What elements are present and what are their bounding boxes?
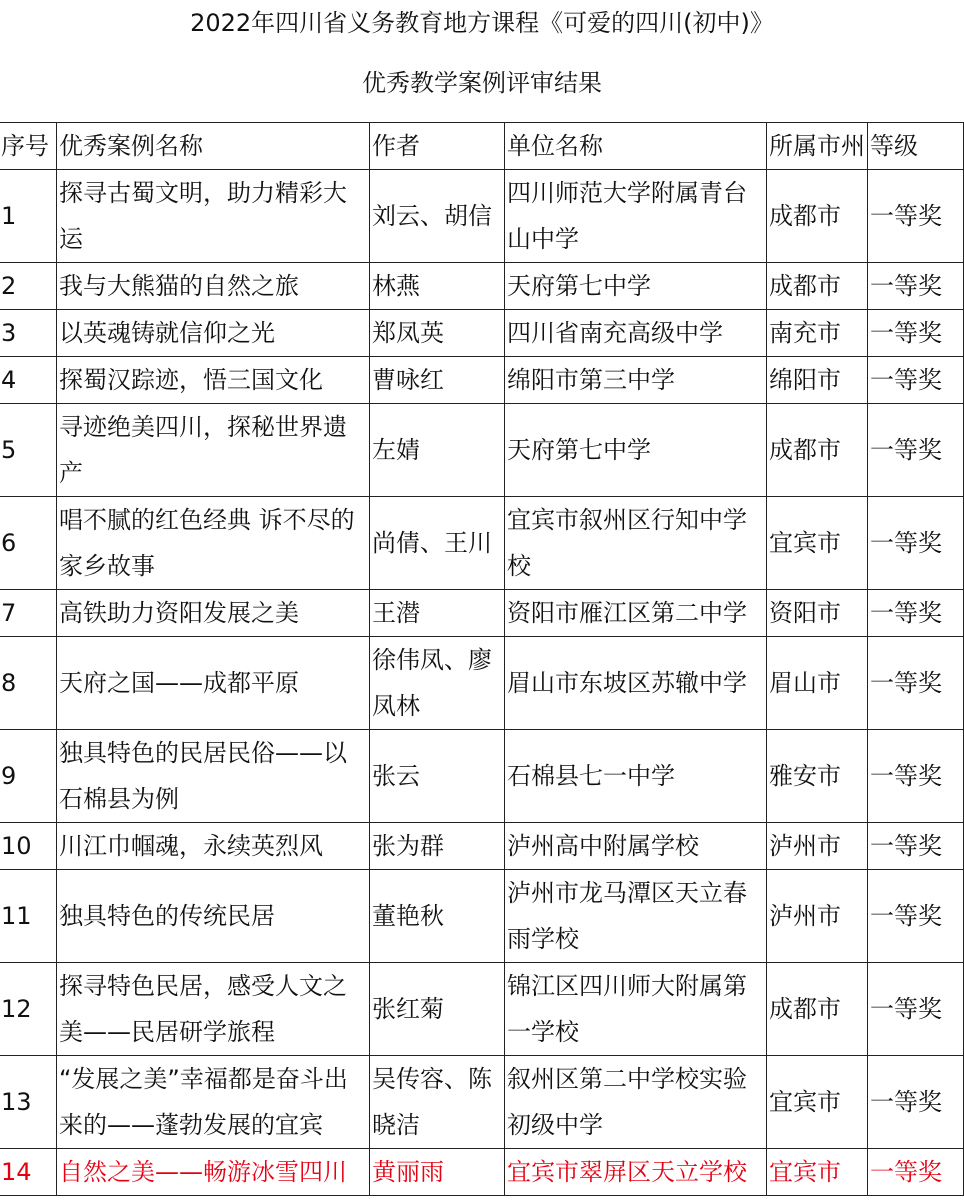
cell-name: 川江巾帼魂，永续英烈风: [57, 823, 370, 870]
table-row: [0, 870, 964, 963]
cell-name: 自然之美——畅游冰雪四川: [57, 1149, 370, 1196]
document-subtitle: 优秀教学案例评审结果: [362, 69, 602, 97]
cell-unit: 四川省南充高级中学: [505, 310, 767, 357]
cell-name: 独具特色的民居民俗——以石棉县为例: [57, 730, 370, 823]
cell-unit: 绵阳市第三中学: [505, 357, 767, 404]
cell-name: 天府之国——成都平原: [57, 637, 370, 730]
header-unit: 单位名称: [505, 123, 767, 170]
cell-city: 泸州市: [767, 823, 868, 870]
header-grade: 等级: [868, 123, 964, 170]
table-row: [0, 497, 964, 590]
cell-name: “发展之美”幸福都是奋斗出来的——蓬勃发展的宜宾: [57, 1056, 370, 1149]
document-title: 2022年四川省义务教育地方课程《可爱的四川(初中)》: [190, 9, 774, 37]
cell-unit: 泸州高中附属学校: [505, 823, 767, 870]
cell-author: 王潜: [370, 590, 505, 637]
cell-city: 资阳市: [767, 590, 868, 637]
table-row: [0, 590, 964, 637]
cell-grade: 一等奖: [868, 497, 964, 590]
cell-no: 11: [0, 870, 57, 963]
cell-author: 左婧: [370, 404, 505, 497]
table-row: [0, 730, 964, 823]
cell-author: 张为群: [370, 823, 505, 870]
cell-city: 宜宾市: [767, 1149, 868, 1196]
table-row: [0, 1056, 964, 1149]
cell-no: 8: [0, 637, 57, 730]
cell-author: 林燕: [370, 263, 505, 310]
cell-city: 泸州市: [767, 870, 868, 963]
table-header-row: [0, 123, 964, 170]
cell-name: 唱不腻的红色经典 诉不尽的家乡故事: [57, 497, 370, 590]
cell-no: 13: [0, 1056, 57, 1149]
cell-city: 宜宾市: [767, 497, 868, 590]
cell-no: 14: [0, 1149, 57, 1196]
cell-author: 徐伟凤、廖凤林: [370, 637, 505, 730]
cell-grade: 一等奖: [868, 730, 964, 823]
cell-unit: 天府第七中学: [505, 263, 767, 310]
cell-author: 黄丽雨: [370, 1149, 505, 1196]
cell-no: 2: [0, 263, 57, 310]
cell-name: 探蜀汉踪迹，悟三国文化: [57, 357, 370, 404]
header-no: 序号: [0, 123, 57, 170]
cell-unit: 泸州市龙马潭区天立春雨学校: [505, 870, 767, 963]
cell-city: 宜宾市: [767, 1056, 868, 1149]
cell-name: 独具特色的传统民居: [57, 870, 370, 963]
table-row: [0, 263, 964, 310]
cell-city: 雅安市: [767, 730, 868, 823]
cell-grade: 一等奖: [868, 310, 964, 357]
cell-no: 7: [0, 590, 57, 637]
cell-unit: 宜宾市翠屏区天立学校: [505, 1149, 767, 1196]
cell-author: 刘云、胡信: [370, 170, 505, 263]
cell-grade: 一等奖: [868, 263, 964, 310]
cell-name: 以英魂铸就信仰之光: [57, 310, 370, 357]
cell-unit: 叙州区第二中学校实验初级中学: [505, 1056, 767, 1149]
cell-author: 张红菊: [370, 963, 505, 1056]
cell-name: 我与大熊猫的自然之旅: [57, 263, 370, 310]
cell-author: 郑凤英: [370, 310, 505, 357]
cell-no: 1: [0, 170, 57, 263]
cell-grade: 一等奖: [868, 637, 964, 730]
cell-author: 张云: [370, 730, 505, 823]
cell-name: 探寻古蜀文明，助力精彩大运: [57, 170, 370, 263]
cell-grade: 一等奖: [868, 963, 964, 1056]
table-row: [0, 170, 964, 263]
cell-author: 吴传容、陈晓洁: [370, 1056, 505, 1149]
cell-city: 南充市: [767, 310, 868, 357]
cell-grade: 一等奖: [868, 870, 964, 963]
cell-author: 曹咏红: [370, 357, 505, 404]
cell-city: 成都市: [767, 404, 868, 497]
cell-grade: 一等奖: [868, 590, 964, 637]
table-row: [0, 637, 964, 730]
table-row-highlighted: [0, 1149, 964, 1196]
cell-no: 4: [0, 357, 57, 404]
cell-grade: 一等奖: [868, 404, 964, 497]
header-city: 所属市州: [767, 123, 868, 170]
cell-author: 尚倩、王川: [370, 497, 505, 590]
cell-unit: 眉山市东坡区苏辙中学: [505, 637, 767, 730]
cell-grade: 一等奖: [868, 1149, 964, 1196]
cell-no: 5: [0, 404, 57, 497]
cell-name: 高铁助力资阳发展之美: [57, 590, 370, 637]
cell-grade: 一等奖: [868, 170, 964, 263]
cell-city: 成都市: [767, 170, 868, 263]
table-row: [0, 310, 964, 357]
cell-name: 寻迹绝美四川，探秘世界遗产: [57, 404, 370, 497]
cell-name: 探寻特色民居，感受人文之美——民居研学旅程: [57, 963, 370, 1056]
cell-no: 3: [0, 310, 57, 357]
cell-no: 9: [0, 730, 57, 823]
table-row: [0, 823, 964, 870]
table-row: [0, 963, 964, 1056]
header-author: 作者: [370, 123, 505, 170]
cell-city: 成都市: [767, 963, 868, 1056]
cell-unit: 天府第七中学: [505, 404, 767, 497]
cell-city: 眉山市: [767, 637, 868, 730]
table-row: [0, 357, 964, 404]
header-name: 优秀案例名称: [57, 123, 370, 170]
cell-author: 董艳秋: [370, 870, 505, 963]
cell-grade: 一等奖: [868, 1056, 964, 1149]
cell-unit: 宜宾市叙州区行知中学校: [505, 497, 767, 590]
cell-no: 10: [0, 823, 57, 870]
cell-no: 6: [0, 497, 57, 590]
cell-unit: 锦江区四川师大附属第一学校: [505, 963, 767, 1056]
cell-unit: 资阳市雁江区第二中学: [505, 590, 767, 637]
cell-grade: 一等奖: [868, 357, 964, 404]
cell-city: 成都市: [767, 263, 868, 310]
cell-city: 绵阳市: [767, 357, 868, 404]
cell-unit: 四川师范大学附属青台山中学: [505, 170, 767, 263]
cell-no: 12: [0, 963, 57, 1056]
cell-unit: 石棉县七一中学: [505, 730, 767, 823]
cell-grade: 一等奖: [868, 823, 964, 870]
table-row: [0, 404, 964, 497]
results-table: [0, 122, 964, 1196]
